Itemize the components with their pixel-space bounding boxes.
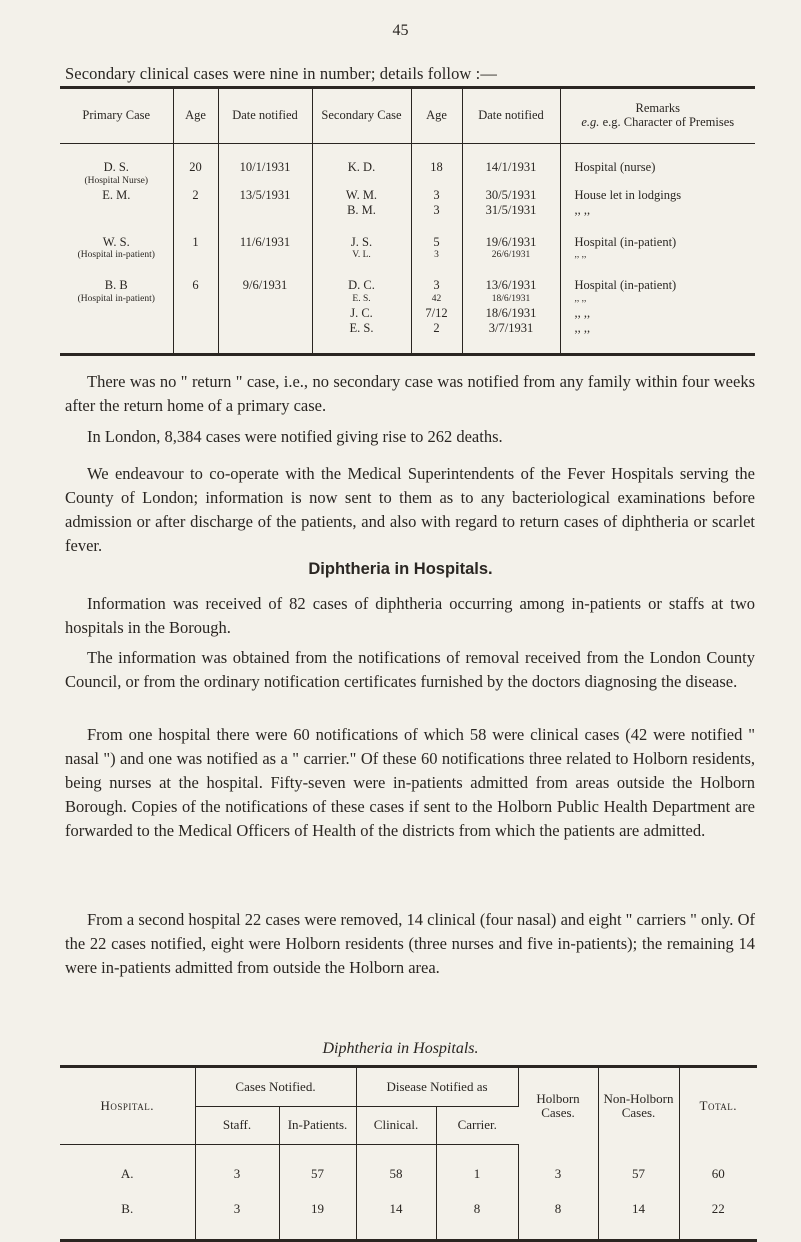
spacer xyxy=(313,262,411,278)
header-total: Total. xyxy=(699,1097,737,1113)
spacer xyxy=(412,337,462,353)
spacer xyxy=(60,337,173,353)
secondary-case: V. L. xyxy=(352,250,371,260)
header-age: Age xyxy=(173,89,218,144)
spacer xyxy=(174,337,218,353)
spacer xyxy=(174,219,218,235)
spacer xyxy=(60,262,173,278)
remark: ,, ,, xyxy=(574,321,591,335)
row-clinical: 58 xyxy=(356,1157,436,1192)
row-staff: 3 xyxy=(195,1157,279,1192)
table-caption: Diphtheria in Hospitals. xyxy=(322,1040,479,1057)
row-carrier: 1 xyxy=(436,1157,518,1192)
header-primary-case: Primary Case xyxy=(60,89,173,144)
spacer xyxy=(412,219,462,235)
row-total: 22 xyxy=(711,1201,725,1216)
primary-case: B. B xyxy=(104,278,128,292)
primary-age xyxy=(174,294,218,306)
secondary-date: 30/5/1931 xyxy=(485,187,537,202)
paragraph-information: Information was received of 82 cases of diphtheria occurring among in-patients or staffs at two hospitals in the Borough. xyxy=(65,594,755,637)
secondary-age: 42 xyxy=(431,293,442,304)
header-cases-notified: Cases Notified. xyxy=(195,1068,356,1106)
primary-case-note: (Hospital in-patient) xyxy=(77,293,155,304)
secondary-age: 7/12 xyxy=(425,305,448,320)
row-in-patients: 57 xyxy=(279,1157,356,1192)
secondary-date: 3/7/1931 xyxy=(488,321,534,335)
spacer xyxy=(60,144,173,160)
row-clinical: 14 xyxy=(356,1192,436,1227)
header-remarks: Remarks e.g. e.g. Character of Premises xyxy=(560,89,755,144)
header-secondary-case: Secondary Case xyxy=(312,89,411,144)
row-carrier: 8 xyxy=(436,1192,518,1227)
secondary-date: 13/6/1931 xyxy=(485,278,537,292)
spacer xyxy=(561,219,756,235)
spacer xyxy=(561,144,756,160)
primary-age xyxy=(174,203,218,219)
spacer xyxy=(174,144,218,160)
spacer xyxy=(219,219,312,235)
row-holborn: 8 xyxy=(518,1192,598,1227)
spacer xyxy=(463,262,560,278)
remark: House let in lodgings xyxy=(574,187,682,202)
column-primary-age xyxy=(174,144,218,353)
remark: ,, ,, xyxy=(574,250,587,260)
secondary-case xyxy=(313,176,411,188)
spacer xyxy=(313,337,411,353)
primary-case: D. S. xyxy=(103,160,129,174)
secondary-age: 5 xyxy=(433,234,440,249)
secondary-case: D. C. xyxy=(348,278,375,292)
primary-age: 1 xyxy=(192,234,199,249)
section-heading: Diphtheria in Hospitals. xyxy=(308,560,493,578)
row-non-holborn: 14 xyxy=(598,1192,679,1227)
spacer xyxy=(219,262,312,278)
primary-date xyxy=(219,203,312,219)
secondary-age: 3 xyxy=(433,278,440,292)
row-hospital: A. xyxy=(60,1157,195,1192)
header-hospital: Hospital. xyxy=(60,1068,195,1144)
spacer xyxy=(174,262,218,278)
primary-date xyxy=(219,321,312,337)
secondary-date: 14/1/1931 xyxy=(485,160,537,174)
row-in-patients: 19 xyxy=(279,1192,356,1227)
table-row xyxy=(60,1157,757,1192)
header-date-notified: Date notified xyxy=(218,89,312,144)
row-staff: 3 xyxy=(195,1192,279,1227)
spacer xyxy=(219,337,312,353)
spacer xyxy=(463,219,560,235)
remark: Hospital (in-patient) xyxy=(574,278,677,292)
spacer xyxy=(60,321,173,337)
spacer xyxy=(463,144,560,160)
page-number: 45 xyxy=(392,22,409,39)
paragraph-notifications: The information was obtained from the notifications of removal received from the London County Council, or from the ordinary notification certificates furnished by the doctors diagnosing the disease. xyxy=(65,648,755,691)
secondary-age: 3 xyxy=(434,250,439,260)
hospital-table xyxy=(60,1065,757,1242)
secondary-age: 18 xyxy=(430,160,443,174)
column-remarks xyxy=(561,144,756,353)
primary-date xyxy=(219,250,312,262)
primary-date: 11/6/1931 xyxy=(239,234,291,249)
primary-case: W. S. xyxy=(102,234,130,249)
header-clinical: Clinical. xyxy=(356,1106,436,1144)
secondary-age: 2 xyxy=(433,321,440,335)
spacer xyxy=(60,306,173,322)
secondary-age: 3 xyxy=(433,187,440,202)
primary-age xyxy=(174,306,218,322)
spacer xyxy=(561,337,756,353)
secondary-age: 3 xyxy=(433,203,440,217)
header-secondary-age: Age xyxy=(411,89,462,144)
spacer xyxy=(463,337,560,353)
secondary-age xyxy=(412,176,462,188)
secondary-case: E. S. xyxy=(352,293,371,304)
row-hospital: B. xyxy=(60,1192,195,1227)
remark: ,, ,, xyxy=(574,293,587,304)
paragraph-london-cases: In London, 8,384 cases were notified giving rise to 262 deaths. xyxy=(87,427,503,446)
spacer xyxy=(219,144,312,160)
secondary-case: W. M. xyxy=(345,187,378,202)
remark: ,, ,, xyxy=(574,305,591,320)
table-row xyxy=(60,1192,757,1227)
row-non-holborn: 57 xyxy=(598,1157,679,1192)
remark: Hospital (in-patient) xyxy=(574,234,677,249)
secondary-cases-table xyxy=(60,86,755,356)
spacer xyxy=(412,262,462,278)
paragraph-no-return: There was no " return " case, i.e., no secondary case was notified from any family within four weeks after the return home of a primary case. xyxy=(65,372,755,415)
secondary-date: 18/6/1931 xyxy=(485,305,537,320)
header-non-holborn-cases: Non-Holborn Cases. xyxy=(598,1068,679,1144)
intro-line: Secondary clinical cases were nine in number; details follow :— xyxy=(65,64,497,83)
spacer xyxy=(412,144,462,160)
column-secondary-age xyxy=(412,144,462,353)
primary-age: 2 xyxy=(192,187,199,202)
spacer xyxy=(313,219,411,235)
secondary-date: 18/6/1931 xyxy=(491,293,531,304)
primary-case: E. M. xyxy=(102,187,131,202)
primary-age: 20 xyxy=(189,160,202,174)
primary-age xyxy=(174,250,218,262)
secondary-date xyxy=(463,176,560,188)
header-carrier: Carrier. xyxy=(436,1106,518,1144)
secondary-date: 26/6/1931 xyxy=(491,250,531,260)
column-secondary-date xyxy=(463,144,560,353)
paragraph-cooperation: We endeavour to co-operate with the Medical Superintendents of the Fever Hospitals serving the County of London; information is now sent to them as to any bacteriological examinations before admission or after discharge of the patients, and also with regard to return cases of diphtheria or scarlet fever. xyxy=(65,464,755,555)
primary-date: 9/6/1931 xyxy=(242,278,288,292)
header-in-patients: In-Patients. xyxy=(279,1106,356,1144)
header-secondary-date: Date notified xyxy=(462,89,560,144)
remark xyxy=(561,176,756,188)
secondary-case: J. S. xyxy=(350,234,373,249)
secondary-case: K. D. xyxy=(347,160,376,174)
primary-age xyxy=(174,321,218,337)
spacer xyxy=(313,144,411,160)
remark: Hospital (nurse) xyxy=(574,160,656,174)
paragraph-hospital-two: From a second hospital 22 cases were removed, 14 clinical (four nasal) and eight " carriers " only. Of the 22 cases notified, eight were Holborn residents (three nurses and five in-patients); the remaining 14 were in-patients admitted from outside the Holborn area. xyxy=(65,910,755,977)
secondary-case: E. S. xyxy=(349,321,374,335)
primary-date xyxy=(219,306,312,322)
paragraph-hospital-one: From one hospital there were 60 notifications of which 58 were clinical cases (42 were notified " nasal ") and one was notified as a " carrier." Of these 60 notifications three related to Holborn residents, being nurses at the hospital. Fifty-seven were in-patients admitted from areas outside the Holborn Borough. Copies of the notifications of these cases if sent to the Holborn Public Health Department are forwarded to the Medical Officers of Health of the districts from which the patients are admitted. xyxy=(65,725,755,840)
secondary-case: J. C. xyxy=(350,305,373,320)
remark: ,, ,, xyxy=(574,203,591,217)
primary-case-note: (Hospital Nurse) xyxy=(84,175,149,186)
primary-case-note: (Hospital in-patient) xyxy=(77,250,155,260)
primary-date: 13/5/1931 xyxy=(239,187,291,202)
spacer xyxy=(60,203,173,219)
row-holborn: 3 xyxy=(518,1157,598,1192)
secondary-case: B. M. xyxy=(347,203,376,217)
column-primary-case xyxy=(60,144,173,353)
column-secondary-case xyxy=(313,144,411,353)
primary-date xyxy=(219,176,312,188)
primary-age xyxy=(174,176,218,188)
primary-date xyxy=(219,294,312,306)
spacer xyxy=(561,262,756,278)
primary-age: 6 xyxy=(192,278,199,292)
header-disease-notified-as: Disease Notified as xyxy=(356,1068,518,1106)
spacer xyxy=(60,219,173,235)
column-primary-date xyxy=(219,144,312,353)
secondary-date: 19/6/1931 xyxy=(485,234,537,249)
row-total: 60 xyxy=(711,1166,725,1181)
header-staff: Staff. xyxy=(195,1106,279,1144)
primary-date: 10/1/1931 xyxy=(239,160,291,174)
secondary-date: 31/5/1931 xyxy=(485,203,537,217)
header-holborn-cases: Holborn Cases. xyxy=(518,1068,598,1144)
